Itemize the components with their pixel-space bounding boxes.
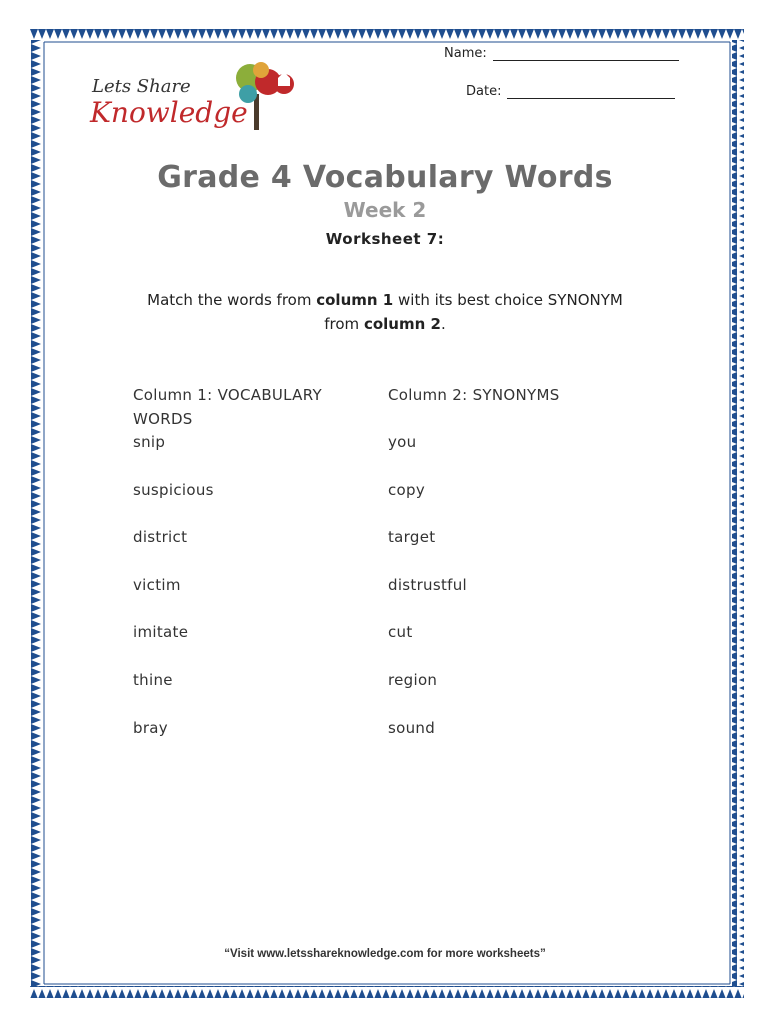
- logo-line1: Lets Share: [92, 76, 191, 97]
- instructions-text-2: with its best choice SYNONYM: [393, 291, 623, 309]
- lets-share-knowledge-logo: [88, 58, 303, 136]
- name-line[interactable]: [493, 46, 679, 61]
- date-line[interactable]: [507, 84, 675, 99]
- column-1-list: [133, 430, 214, 763]
- date-field[interactable]: [466, 84, 675, 99]
- vocabulary-word: suspicious: [133, 480, 214, 499]
- synonym-word: cut: [388, 623, 413, 642]
- instructions-bold-1: column 1: [316, 291, 394, 309]
- synonym-word: copy: [388, 480, 426, 499]
- name-field[interactable]: [444, 46, 679, 61]
- page-title: Grade 4 Vocabulary Words: [157, 160, 613, 195]
- synonym-word: region: [388, 670, 438, 689]
- instructions-text-3: from: [324, 315, 364, 333]
- footer-note: “Visit www.letsshareknowledge.com for more worksheets”: [224, 948, 546, 960]
- worksheet-number: Worksheet 7:: [325, 230, 445, 248]
- vocabulary-word: bray: [133, 718, 168, 737]
- instructions: [100, 288, 670, 336]
- instructions-text-1: Match the words from: [147, 291, 317, 309]
- synonym-word: sound: [388, 718, 436, 737]
- instructions-text-4: .: [440, 315, 446, 333]
- date-label: Date:: [466, 84, 502, 99]
- week-subtitle: Week 2: [343, 198, 427, 222]
- column-2-heading: Column 2: SYNONYMS: [388, 386, 560, 404]
- column-2-list: [388, 430, 467, 763]
- vocabulary-word: thine: [133, 670, 173, 689]
- synonym-word: you: [388, 433, 417, 451]
- vocabulary-word: snip: [133, 433, 166, 451]
- column-1-heading: Column 1: VOCABULARY WORDS: [133, 386, 322, 428]
- synonym-word: distrustful: [388, 575, 468, 594]
- name-label: Name:: [444, 46, 487, 61]
- logo-line2: Knowledge: [90, 96, 248, 129]
- vocabulary-word: imitate: [133, 623, 189, 642]
- synonym-word: target: [388, 528, 436, 547]
- vocabulary-word: district: [133, 528, 188, 547]
- instructions-bold-2: column 2: [363, 315, 441, 333]
- vocabulary-word: victim: [133, 575, 181, 594]
